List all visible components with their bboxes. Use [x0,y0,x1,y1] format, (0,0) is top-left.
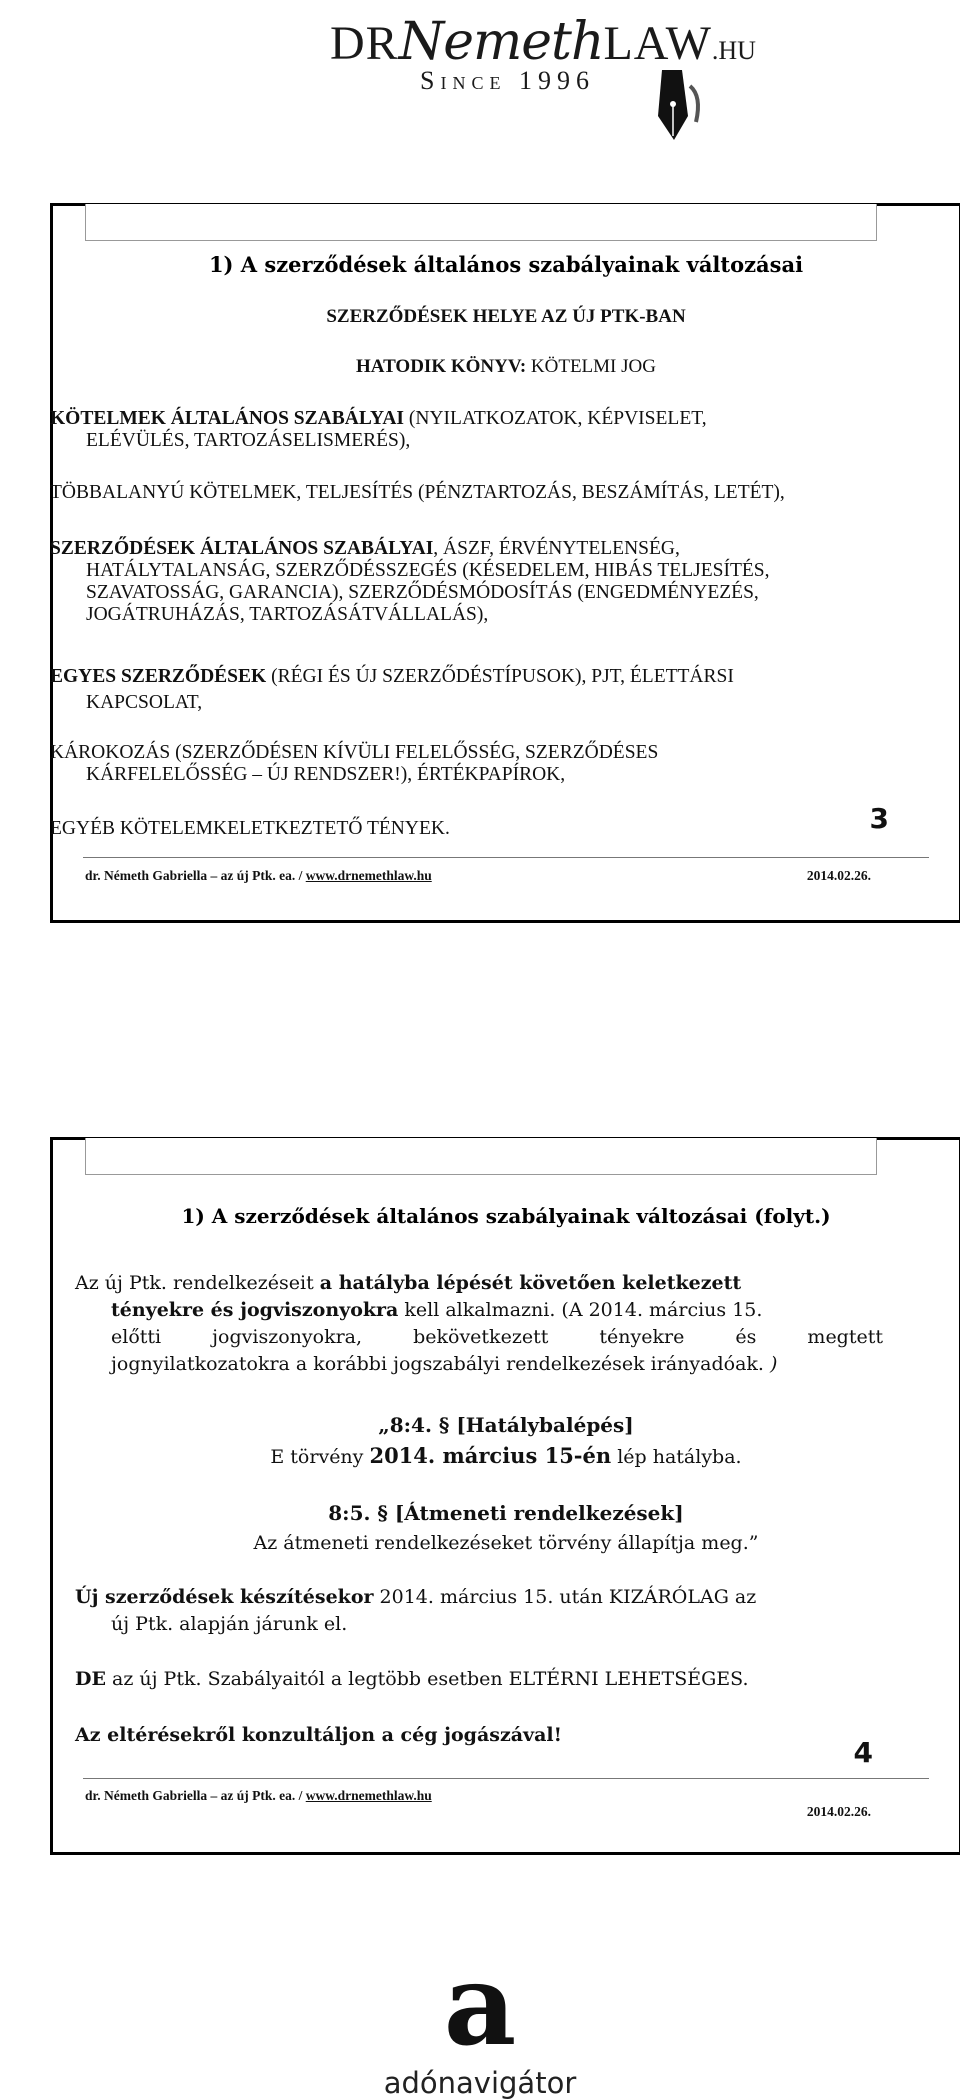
paragraph-text: E törvény [270,1446,370,1468]
paragraph-text: KÁRFELELŐSSÉG – ÚJ RENDSZER!), ÉRTÉKPAPÍROK, [86,764,566,785]
paragraph-bold: KÖTELMEK ÁLTALÁNOS SZABÁLYAI [50,408,405,429]
slide-header-bar [85,1138,877,1175]
paragraph-text: (RÉGI ÉS ÚJ SZERZŐDÉSTÍPUSOK), PJT, ÉLETTÁRSI [266,666,734,687]
slide-header-bar [85,204,877,241]
paragraph-text: , ÁSZF, ÉRVÉNYTELENSÉG, [433,538,680,559]
slide-3 [50,203,960,923]
slide-number: 4 [853,1736,873,1769]
paragraph-bold: a hatályba lépését követően keletkezett [319,1272,742,1294]
section-8-4-title: „8:4. § [Hatálybalépés] [378,1413,634,1437]
footer-website-link[interactable]: www.drnemethlaw.hu [305,868,432,883]
footer-website-link[interactable]: www.drnemethlaw.hu [305,1788,432,1803]
paragraph-bold: SZERZŐDÉSEK ÁLTALÁNOS SZABÁLYAI [50,538,434,559]
paragraph-konzultaljon: Az eltérésekről konzultáljon a cég jogászával! [75,1724,562,1746]
paragraph-de [75,1666,883,1693]
slide-footer-author [85,868,432,884]
slide-4 [50,1137,960,1855]
drnemethlaw-logo [330,8,756,138]
paragraph-tobbalanyu [50,482,910,504]
logo-nemeth: Nemeth [398,12,604,72]
section-8-4-body [53,1442,959,1471]
logo-hu: .HU [711,36,756,65]
paragraph-hatalyba [75,1270,883,1378]
paragraph-text: ) [770,1353,778,1375]
book-heading-rest: KÖTELMI JOG [526,356,656,377]
paragraph-text: 2014. március 15. után KIZÁRÓLAG az [373,1586,757,1608]
paragraph-text: JOGÁTRUHÁZÁS, TARTOZÁSÁTVÁLLALÁS), [86,604,489,625]
paragraph-text: (NYILATKOZATOK, KÉPVISELET, [404,408,707,429]
logo-dr: DR [330,17,399,70]
slide-subtitle: SZERZŐDÉSEK HELYE AZ ÚJ PTK-BAN [326,306,686,327]
paragraph-text: új Ptk. alapján járunk el. [111,1613,348,1635]
paragraph-text: lép hatályba. [611,1446,742,1468]
paragraph-bold: Új szerződések készítésekor [75,1586,374,1608]
paragraph-karokozas [50,742,910,786]
section-8-5-body: Az átmeneti rendelkezéseket törvény állapítja meg.” [253,1532,759,1554]
adonavigator-logo [380,1940,580,2100]
slide-footer-date: 2014.02.26. [806,868,871,883]
paragraph-text: EGYÉB KÖTELEMKELETKEZTETŐ TÉNYEK. [50,818,450,839]
slide-number: 3 [869,802,889,835]
paragraph-text: KAPCSOLAT, [86,692,203,713]
adonavigator-glyph: a [443,1940,517,2071]
paragraph-bold: EGYES SZERZŐDÉSEK [50,666,267,687]
paragraph-text: Az új Ptk. rendelkezéseit [75,1272,320,1294]
paragraph-text: KÁROKOZÁS (SZERZŐDÉSEN KÍVÜLI FELELŐSSÉG, SZERZŐDÉSES [50,742,659,763]
paragraph-bold: 2014. március 15-én [369,1443,612,1468]
footer-divider [83,1778,929,1779]
paragraph-kotelmek [50,408,910,452]
adonavigator-text: adónavigátor [383,2066,577,2100]
footer-divider [83,857,929,858]
paragraph-egyeb [50,818,910,840]
slide-title: 1) A szerződések általános szabályainak változásai (folyt.) [181,1204,831,1228]
section-8-5-title: 8:5. § [Átmeneti rendelkezések] [328,1501,684,1525]
paragraph-szerzodesek [50,538,910,626]
paragraph-text: TÖBBALANYÚ KÖTELMEK, TELJESÍTÉS (PÉNZTARTOZÁS, BESZÁMÍTÁS, LETÉT), [50,482,785,503]
paragraph-bold: tényekre és jogviszonyokra [111,1299,399,1321]
paragraph-text: jognyilatkozatokra a korábbi jogszabályi rendelkezések irányadóak. [111,1353,770,1375]
slide-footer-author [85,1788,432,1804]
paragraph-egyes [50,666,910,714]
logo-law: LAW [603,17,712,70]
fountain-pen-icon [652,66,708,146]
logo-since: Since 1996 [420,66,595,95]
slide-footer-date: 2014.02.26. [806,1804,871,1819]
footer-author-text: dr. Németh Gabriella – az új Ptk. ea. / [85,1788,306,1803]
book-heading-bold: HATODIK KÖNYV: [356,356,527,377]
slide-title: 1) A szerződések általános szabályainak változásai [208,252,804,277]
footer-author-text: dr. Németh Gabriella – az új Ptk. ea. / [85,868,306,883]
book-heading [53,356,959,378]
paragraph-text: ELÉVÜLÉS, TARTOZÁSELISMERÉS), [86,430,411,451]
paragraph-bold: DE [75,1668,106,1690]
paragraph-uj-szerzodesek [75,1584,883,1638]
paragraph-text: HATÁLYTALANSÁG, SZERZŐDÉSSZEGÉS (KÉSEDELEM, HIBÁS TELJESÍTÉS, [86,560,770,581]
paragraph-text: az új Ptk. Szabályaitól a legtöbb esetben ELTÉRNI LEHETSÉGES. [105,1668,749,1690]
paragraph-text: előtti jogviszonyokra, bekövetkezett tényekre és megtett [111,1326,883,1348]
paragraph-text: SZAVATOSSÁG, GARANCIA), SZERZŐDÉSMÓDOSÍTÁS (ENGEDMÉNYEZÉS, [86,582,759,603]
paragraph-text: kell alkalmazni. (A 2014. március 15. [398,1299,763,1321]
